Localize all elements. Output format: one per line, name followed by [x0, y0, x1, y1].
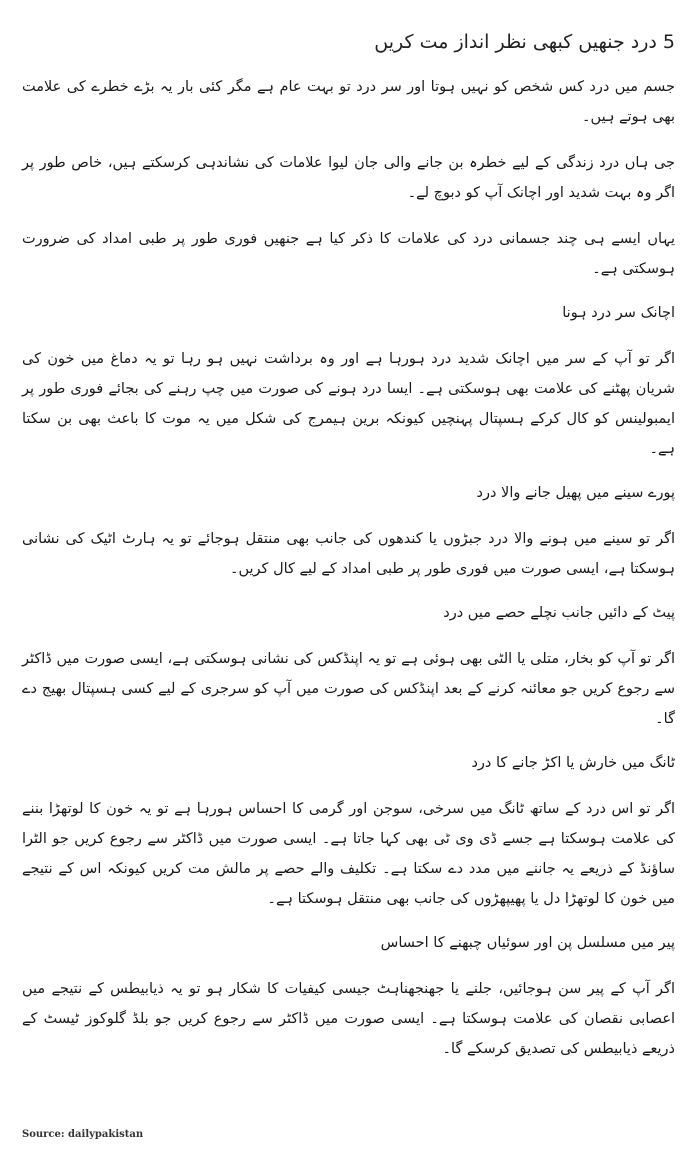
- section-body-abdominal-pain: اگر تو آپ کو بخار، متلی یا الٹی بھی ہوئی ہے تو یہ اپنڈکس کی نشانی ہوسکتی ہے، ایسی صورت میں ڈاکٹر سے رجوع کریں جو معائنہ کرنے کے بعد اپنڈکس کی صورت میں آپ کو سرجری کے لیے کسی ہسپتال بھیج دے گا۔: [22, 651, 675, 727]
- intro-paragraph-2: جی ہاں درد زندگی کے لیے خطرہ بن جانے والی جان لیوا علامات کی نشاندہی کرسکتے ہیں، خاص طور پر اگر وہ بہت شدید اور اچانک آپ کو دبوچ لے۔: [22, 155, 675, 201]
- section-body-sudden-headache: اگر تو آپ کے سر میں اچانک شدید درد ہورہا ہے اور وہ برداشت نہیں ہو رہا تو یہ دماغ میں خون کی شریان پھٹنے کی علامت بھی ہوسکتی ہے۔ ایسا درد ہونے کی صورت میں چپ رہنے کی بجائے فوری طور پر ایمبولینس کو کال کرکے ہسپتال پہنچیں کیونکہ برین ہیمرج کی شکل میں یہ موت کا باعث بھی بن سکتا ہے۔: [22, 351, 675, 457]
- section-body-leg-pain: اگر تو اس درد کے ساتھ ٹانگ میں سرخی، سوجن اور گرمی کا احساس ہورہا ہے تو یہ خون کا لوتھڑا بننے کی علامت ہوسکتا ہے جسے ڈی وی ٹی بھی کہا جاتا ہے۔ ایسی صورت میں ڈاکٹر سے رجوع کریں جو الٹرا ساؤنڈ کے ذریعے یہ جاننے میں مدد دے سکتا ہے۔ تکلیف والے حصے پر مالش مت کریں کیونکہ اس کے نتیجے میں خون کا لوتھڑا دل یا پھیپھڑوں کی جانب بھی منتقل ہوسکتا ہے۔: [22, 801, 675, 907]
- section-heading-abdominal-pain: پیٹ کے دائیں جانب نچلے حصے میں درد: [443, 605, 675, 621]
- intro-paragraph-1: جسم میں درد کس شخص کو نہیں ہوتا اور سر درد تو بہت عام ہے مگر کئی بار یہ بڑے خطرے کی علامت بھی ہوتے ہیں۔: [22, 79, 675, 125]
- intro-paragraph-3: یہاں ایسے ہی چند جسمانی درد کی علامات کا ذکر کیا ہے جنھیں فوری طور پر طبی امداد کی ضرورت ہوسکتی ہے۔: [22, 231, 675, 277]
- section-body-chest-pain: اگر تو سینے میں ہونے والا درد جبڑوں یا کندھوں کی جانب بھی منتقل ہوجائے تو یہ ہارٹ اٹیک کی نشانی ہوسکتا ہے، ایسی صورت میں فوری طور پر طبی امداد کے لیے کال کریں۔: [22, 531, 675, 577]
- section-body-foot-tingling: اگر آپ کے پیر سن ہوجائیں، جلنے یا جھنجھناہٹ جیسی کیفیات کا شکار ہو تو یہ ذیابیطس کے نتیجے میں اعصابی نقصان کی علامت ہوسکتا ہے۔ ایسی صورت میں ڈاکٹر سے رجوع کریں جو بلڈ گلوکوز ٹیسٹ کے ذریعے ذیابیطس کی تصدیق کرسکے گا۔: [22, 981, 675, 1057]
- section-heading-chest-pain: پورے سینے میں پھیل جانے والا درد: [476, 485, 675, 501]
- section-heading-leg-pain: ٹانگ میں خارش یا اکڑ جانے کا درد: [471, 755, 675, 771]
- source-credit: Source: dailypakistan: [22, 1129, 144, 1140]
- article-title: 5 درد جنھیں کبھی نظر انداز مت کریں: [374, 31, 675, 53]
- section-heading-foot-tingling: پیر میں مسلسل پن اور سوئیاں چبھنے کا احساس: [380, 935, 675, 951]
- section-heading-sudden-headache: اچانک سر درد ہونا: [562, 305, 675, 321]
